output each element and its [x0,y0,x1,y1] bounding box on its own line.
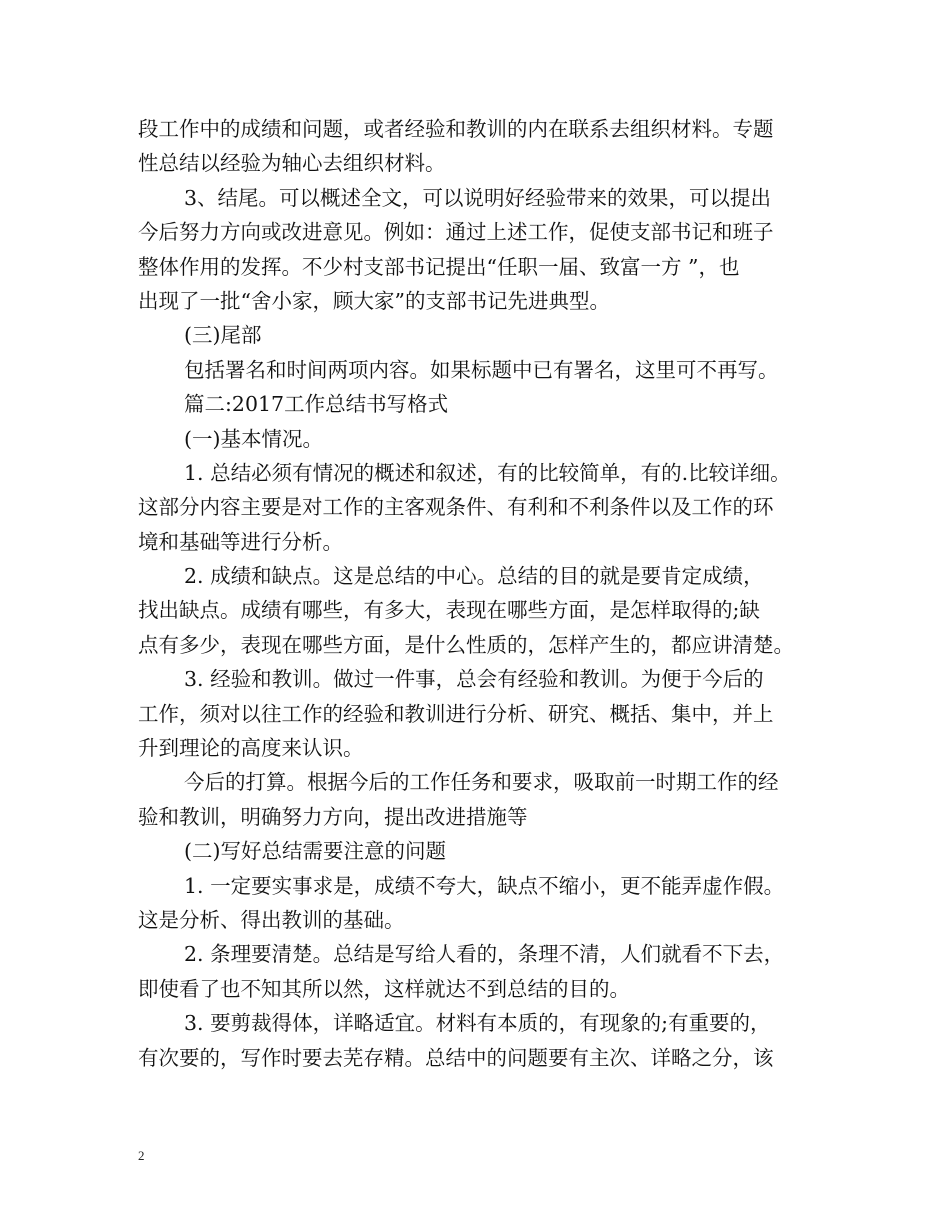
text-line: 2. 成绩和缺点。这是总结的中心。总结的目的就是要肯定成绩， [184,564,764,589]
text-line: 今后努力方向或改进意见。例如：通过上述工作，促使支部书记和班子 [138,220,774,245]
text-line: 包括署名和时间两项内容。如果标题中已有署名，这里可不再写。 [184,357,779,382]
text-line: 3. 要剪裁得体，详略适宜。材料有本质的，有现象的;有重要的， [184,1011,771,1036]
text-line: 1. 一定要实事求是，成绩不夸大，缺点不缩小，更不能弄虚作假。 [184,873,785,898]
text-line: 有次要的，写作时要去芜存精。总结中的问题要有主次、详略之分，该 [138,1045,774,1070]
text-line: 工作，须对以往工作的经验和教训进行分析、研究、概括、集中，并上 [138,701,774,726]
chapter-heading: 篇二:2017工作总结书写格式 [184,392,449,417]
text-line: 境和基础等进行分析。 [138,529,343,554]
text-line: 性总结以经验为轴心去组织材料。 [138,151,446,176]
section-heading: (三)尾部 [184,323,262,348]
text-line: 找出缺点。成绩有哪些，有多大，表现在哪些方面，是怎样取得的;缺 [138,598,760,623]
text-line: 验和教训，明确努力方向，提出改进措施等 [138,804,528,829]
document-body [138,112,818,1075]
text-line: 今后的打算。根据今后的工作任务和要求，吸取前一时期工作的经 [184,770,779,795]
text-line: 3. 经验和教训。做过一件事，总会有经验和教训。为便于今后的 [184,667,764,692]
text-line: 段工作中的成绩和问题，或者经验和教训的内在联系去组织材料。专题 [138,117,774,141]
text-line: 即使看了也不知其所以然，这样就达不到总结的目的。 [138,976,630,1001]
text-line: 出现了一批“舍小家，顾大家”的支部书记先进典型。 [138,288,610,313]
page-number: 2 [138,1148,145,1163]
section-heading: (一)基本情况。 [184,426,323,451]
text-line: 这部分内容主要是对工作的主客观条件、有利和不利条件以及工作的环 [138,495,774,520]
text-line: 2. 条理要清楚。总结是写给人看的，条理不清，人们就看不下去， [184,942,785,967]
text-line: 点有多少，表现在哪些方面，是什么性质的，怎样产生的，都应讲清楚。 [138,632,794,657]
text-line: 这是分析、得出教训的基础。 [138,907,405,932]
text-line: 1. 总结必须有情况的概述和叙述，有的比较简单，有的.比较详细。 [184,460,791,485]
text-line: 升到理论的高度来认识。 [138,736,364,761]
text-line: 整体作用的发挥。不少村支部书记提出“任职一届、致富一方 ”，也 [138,254,740,279]
text-line: 3、结尾。可以概述全文，可以说明好经验带来的效果，可以提出 [184,185,772,210]
section-heading: (二)写好总结需要注意的问题 [184,839,446,864]
